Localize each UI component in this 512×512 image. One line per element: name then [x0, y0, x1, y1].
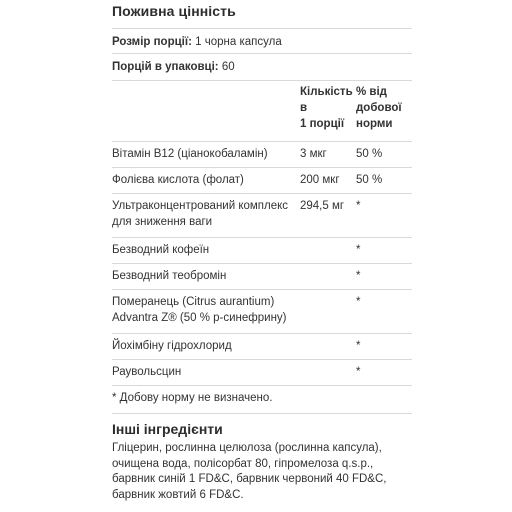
header-line: норми — [356, 118, 393, 130]
ingredient-name: Раувольсцин — [112, 366, 182, 378]
other-ingredients-title: Інші інгредієнти — [112, 421, 223, 437]
ingredient-name: Йохімбіну гідрохлорид — [112, 340, 232, 352]
divider — [112, 167, 412, 168]
ingredient-name: Безводний теобромін — [112, 270, 227, 282]
divider — [112, 385, 412, 386]
divider — [112, 193, 412, 194]
ingredient-name: Безводний кофеїн — [112, 244, 210, 256]
ingredient-amount: 3 мкг — [300, 148, 327, 160]
divider — [112, 359, 412, 360]
serving-size-row — [112, 30, 412, 54]
ingredient-daily-value: * — [356, 200, 361, 212]
ingredient-name: Фолієва кислота (фолат) — [112, 174, 244, 186]
ingredient-daily-value: * — [356, 340, 361, 352]
ingredient-daily-value: * — [356, 244, 361, 256]
header-line: % від — [356, 86, 387, 98]
ingredient-daily-value: * — [356, 270, 361, 282]
ingredient-amount: 200 мкг — [300, 174, 340, 186]
servings-per-container-label: Порцій в упаковці: — [112, 61, 219, 73]
ingredient-name: Померанець (Citrus aurantium) Advantra Z® (50 % р-синефрину) — [112, 296, 287, 324]
page-title: Поживна цінність — [112, 3, 236, 19]
serving-size-value: 1 чорна капсула — [191, 36, 282, 48]
header-line: 1 порції — [300, 118, 345, 130]
ingredient-daily-value: 50 % — [356, 174, 383, 186]
ingredient-daily-value: 50 % — [356, 148, 383, 160]
divider — [112, 53, 412, 54]
divider — [112, 141, 412, 142]
amount-per-serving-header — [300, 84, 356, 132]
divider — [112, 28, 412, 29]
ingredient-daily-value: * — [356, 366, 361, 378]
servings-per-container-row — [112, 55, 412, 79]
servings-per-container-value: 60 — [218, 61, 235, 73]
ingredient-amount: 294,5 мг — [300, 200, 345, 212]
serving-size-label: Розмір порції: — [112, 36, 192, 48]
divider — [112, 289, 412, 290]
nutrition-facts-panel — [112, 0, 412, 512]
header-line: Кількість — [300, 86, 353, 98]
ingredient-daily-value: * — [356, 296, 361, 308]
divider — [112, 263, 412, 264]
header-line: в — [300, 102, 308, 114]
divider — [112, 237, 412, 238]
daily-value-footnote: * Добову норму не визначено. — [112, 392, 273, 404]
ingredient-name: Вітамін В12 (ціанокобаламін) — [112, 148, 268, 160]
divider — [112, 333, 412, 334]
divider — [112, 80, 412, 81]
daily-value-header — [356, 84, 412, 132]
other-ingredients-text: Гліцерин, рослинна целюлоза (рослинна капсула), очищена вода, полісорбат 80, гіпромелоза q.s.p., барвник синій 1 FD&C, барвник червоний 40 FD&C, барвник жовтий 6 FD&C. — [112, 442, 387, 501]
divider — [112, 413, 412, 414]
ingredient-name: Ультраконцентрований комплекс для зниження ваги — [112, 200, 289, 228]
header-line: добової — [356, 102, 402, 114]
